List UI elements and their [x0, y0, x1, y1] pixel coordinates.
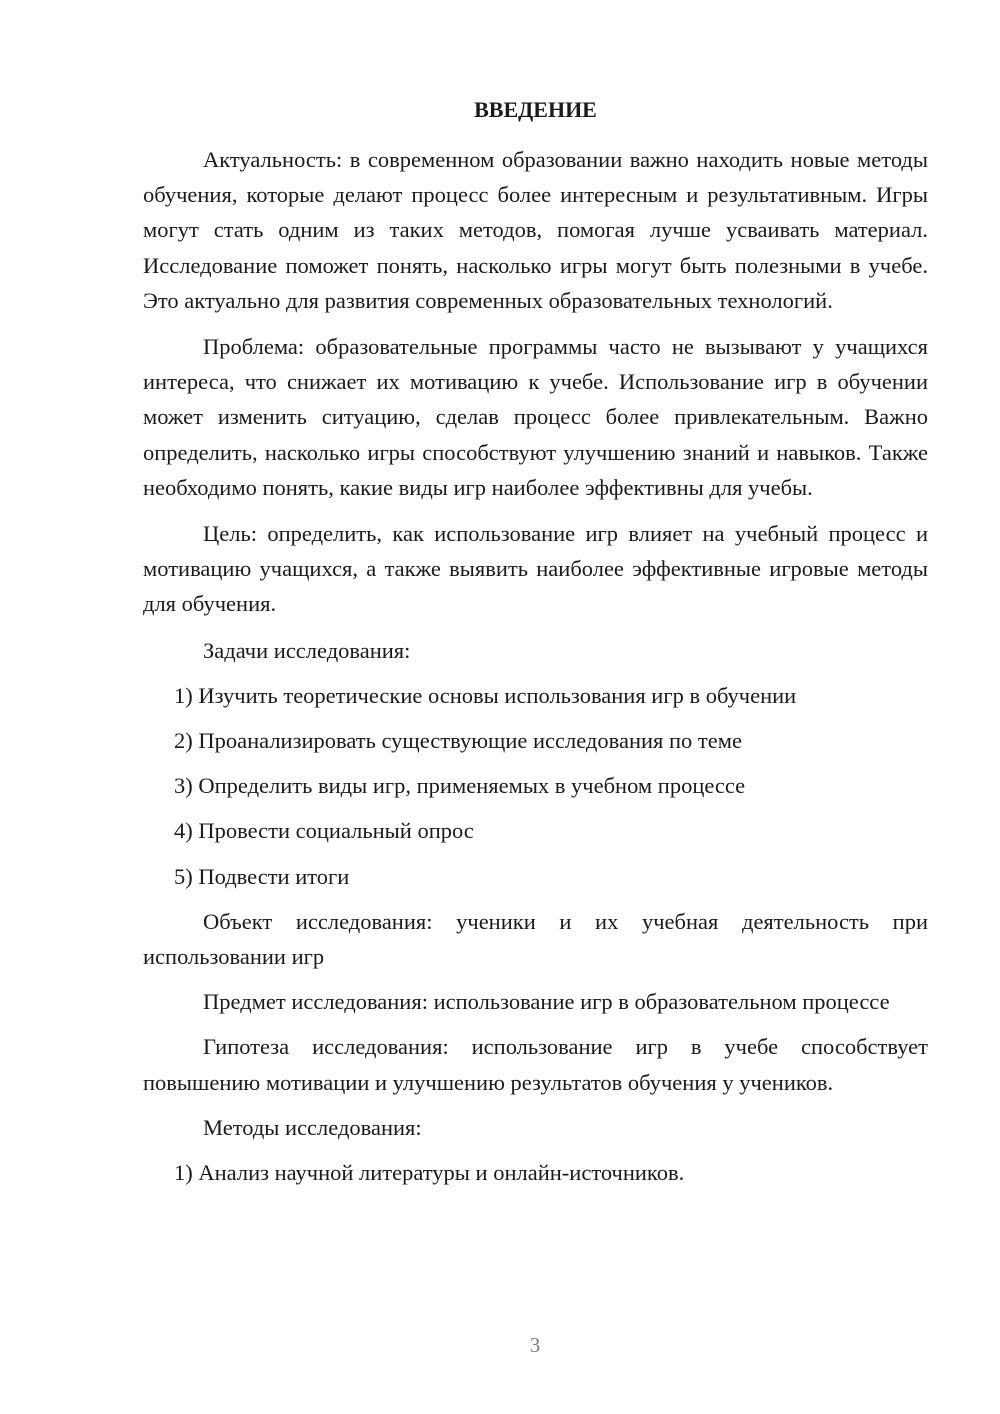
page-content	[143, 92, 928, 1200]
hypothesis-paragraph: Гипотеза исследования: использование игр в учебе способствует повышению мотивации и улучшению результатов обучения у учеников.	[143, 1034, 928, 1095]
tasks-list	[143, 678, 928, 894]
page-number: 3	[529, 1333, 541, 1357]
section-title: ВВЕДЕНИЕ	[474, 97, 597, 122]
list-item: 4) Провести социальный опрос	[174, 818, 474, 844]
list-item: 2) Проанализировать существующие исследования по теме	[174, 728, 742, 754]
list-item: 5) Подвести итоги	[174, 863, 350, 889]
object-paragraph: Объект исследования: ученики и их учебная деятельность при использовании игр	[143, 908, 928, 970]
relevance-paragraph: Актуальность: в современном образовании важно находить новые методы обучения, которые делают процесс более интересным и результативным. Игры могут стать одним из таких методов, помогая лучше усваивать материал. Исследование поможет понять, насколько игры могут быть полезными в учебе. Это актуально для развития современных образовательных технологий.	[143, 147, 928, 313]
subject-paragraph: Предмет исследования: использование игр в образовательном процессе	[203, 989, 890, 1015]
list-item: 1) Анализ научной литературы и онлайн-источников.	[174, 1160, 685, 1186]
problem-paragraph: Проблема: образовательные программы часто не вызывают у учащихся интереса, что снижает их мотивацию к учебе. Использование игр в обучении может изменить ситуацию, сделав процесс более привлекательным. Важно определить, насколько игры способствуют улучшению знаний и навыков. Также необходимо понять, какие виды игр наиболее эффективны для учебы.	[143, 334, 928, 500]
goal-paragraph: Цель: определить, как использование игр влияет на учебный процесс и мотивацию учащихся, а также выявить наиболее эффективные игровые методы для обучения.	[143, 521, 928, 617]
methods-heading: Методы исследования:	[203, 1114, 422, 1140]
list-item: 1) Изучить теоретические основы использования игр в обучении	[174, 682, 797, 708]
methods-list	[143, 1155, 928, 1190]
tasks-heading: Задачи исследования:	[203, 637, 411, 663]
list-item: 3) Определить виды игр, применяемых в учебном процессе	[174, 773, 746, 799]
